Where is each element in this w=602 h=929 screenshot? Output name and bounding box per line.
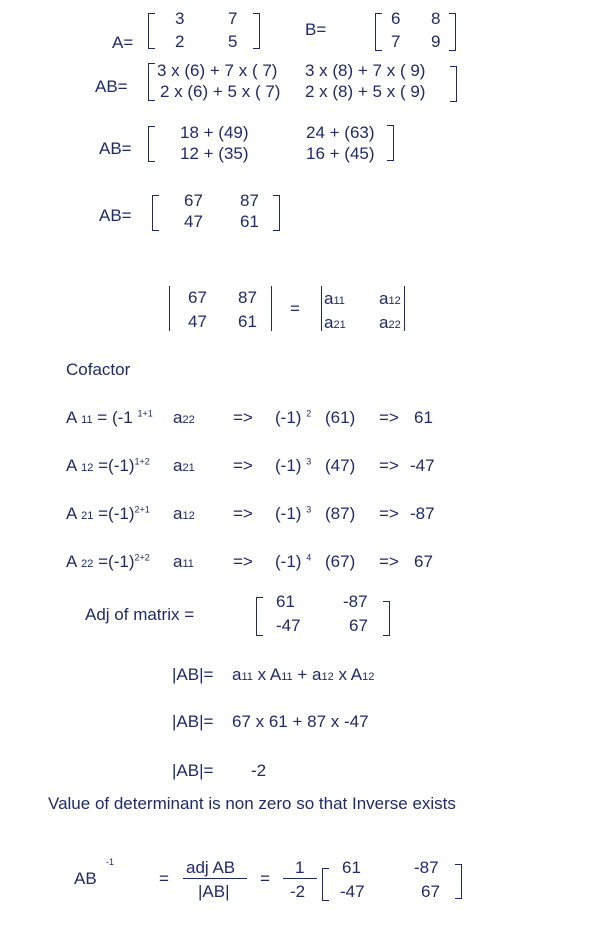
cofactor-sign: (-1) $^2$ (275, 408, 312, 427)
cofactor-arrow: => (233, 456, 253, 475)
inverse-cell: 61 (342, 858, 361, 877)
cofactor-value: (61) (325, 408, 356, 427)
matrix-b-label: B= (305, 20, 327, 39)
cofactor-value: (67) (325, 552, 356, 571)
fraction-numerator: adj AB (186, 858, 236, 877)
product-partial-cell: 18 + (49) (180, 123, 249, 142)
cofactor-arrow: => (379, 456, 399, 475)
determinant-cell: 67 (188, 288, 207, 307)
cofactor-sign: (-1) $^3$ (275, 504, 312, 523)
adjoint-cell: -47 (276, 616, 301, 635)
product-expanded-left-bracket (148, 63, 155, 101)
det-step-expression: 67 x 61 + 87 x -47 (232, 712, 369, 731)
product-result-cell: 67 (184, 191, 203, 210)
det-step-label: |AB|= (172, 665, 214, 684)
determinant-cell: 87 (238, 288, 257, 307)
fraction-denominator: |AB| (198, 882, 230, 901)
cofactor-row: A $12 =(-1)^{1+2}$ (66, 456, 150, 475)
product-expanded-cell: 3 x (6) + 7 x ( 7) (157, 61, 278, 80)
product-expanded-right-bracket (450, 66, 457, 102)
product-result-label: AB= (99, 206, 132, 225)
det-step-result: -2 (251, 761, 267, 780)
matrix-b-right-bracket (449, 13, 456, 51)
det-step-formula: a11 x A11 + a12 x A12 (232, 665, 375, 684)
inverse-base: AB (74, 869, 97, 888)
matrix-a-label: A= (112, 33, 134, 52)
matrix-b-cell: 8 (431, 9, 441, 28)
inverse-right-bracket (455, 864, 462, 899)
symbolic-right-bar (404, 286, 405, 331)
cofactor-row: A $21 =(-1)^{2+1}$ (66, 504, 150, 523)
product-expanded-cell: 2 x (8) + 5 x ( 9) (305, 82, 426, 101)
adjoint-label: Adj of matrix = (85, 605, 195, 624)
scalar-fraction-line (283, 878, 317, 879)
determinant-right-bar (271, 286, 272, 331)
product-result-right-bracket (273, 195, 280, 231)
product-partial-label: AB= (99, 139, 132, 158)
product-result-cell: 47 (184, 212, 203, 231)
symbolic-entry: a11 (324, 289, 345, 308)
cofactor-result: -47 (410, 456, 435, 475)
cofactor-value: (47) (325, 456, 356, 475)
adjoint-cell: 67 (349, 616, 368, 635)
product-result-cell: 61 (240, 212, 259, 231)
matrix-b-cell: 9 (431, 32, 441, 51)
adjoint-cell: -87 (343, 592, 368, 611)
product-partial-cell: 24 + (63) (306, 123, 375, 142)
product-partial-cell: 12 + (35) (180, 144, 249, 163)
product-partial-right-bracket (387, 125, 394, 161)
cofactor-arrow: => (379, 408, 399, 427)
adjoint-right-bracket (383, 601, 390, 636)
matrix-b-cell: 6 (391, 9, 401, 28)
symbolic-left-bar (321, 286, 322, 331)
product-partial-left-bracket (148, 126, 155, 162)
matrix-a-cell: 3 (175, 9, 185, 28)
symbolic-entry: a22 (379, 313, 401, 332)
scalar-denominator: -2 (290, 882, 306, 901)
cofactor-result: 67 (414, 552, 433, 571)
inverse-cell: -47 (340, 882, 365, 901)
product-result-left-bracket (152, 195, 159, 231)
cofactor-arrow: => (379, 504, 399, 523)
cofactor-minor-symbol: a12 (173, 504, 195, 523)
cofactor-minor-symbol: a21 (173, 456, 195, 475)
cofactor-row: A $22 =(-1)^{2+2}$ (66, 552, 150, 571)
cofactor-minor-symbol: a11 (173, 552, 194, 571)
cofactor-result: -87 (410, 504, 435, 523)
cofactor-heading: Cofactor (66, 360, 131, 379)
determinant-left-bar (169, 286, 170, 331)
det-step-label: |AB|= (172, 712, 214, 731)
cofactor-result: 61 (414, 408, 433, 427)
inverse-power: -1 (106, 857, 115, 867)
cofactor-arrow: => (233, 552, 253, 571)
inverse-left-bracket (322, 868, 329, 901)
cofactor-arrow: => (379, 552, 399, 571)
matrix-a-cell: 5 (228, 32, 238, 51)
symbolic-entry: a12 (379, 289, 401, 308)
inverse-cell: -87 (414, 858, 439, 877)
cofactor-arrow: => (233, 408, 253, 427)
inverse-equals: = (260, 869, 270, 888)
conclusion-text: Value of determinant is non zero so that Inverse exists (48, 794, 456, 813)
adjoint-cell: 61 (276, 592, 295, 611)
matrix-b-left-bracket (375, 13, 382, 51)
matrix-a-right-bracket (253, 13, 260, 49)
matrix-a-cell: 2 (175, 32, 185, 51)
fraction-line (183, 878, 247, 879)
product-expanded-label: AB= (95, 77, 128, 96)
cofactor-minor-symbol: a22 (173, 408, 195, 427)
cofactor-value: (87) (325, 504, 356, 523)
cofactor-arrow: => (233, 504, 253, 523)
det-step-label: |AB|= (172, 761, 214, 780)
inverse-cell: 67 (421, 882, 440, 901)
product-expanded-cell: 3 x (8) + 7 x ( 9) (305, 61, 426, 80)
matrix-a-left-bracket (148, 13, 155, 49)
product-expanded-cell: 2 x (6) + 5 x ( 7) (160, 82, 281, 101)
product-result-cell: 87 (240, 191, 259, 210)
determinant-cell: 47 (188, 312, 207, 331)
cofactor-row: A 11 = (-1 $^{1+1}$ (66, 408, 153, 427)
determinant-equals: = (290, 299, 300, 318)
matrix-b-cell: 7 (391, 32, 401, 51)
cofactor-sign: (-1) $^4$ (275, 552, 312, 571)
scalar-numerator: 1 (295, 858, 305, 877)
product-partial-cell: 16 + (45) (306, 144, 375, 163)
determinant-cell: 61 (238, 312, 257, 331)
cofactor-sign: (-1) $^3$ (275, 456, 312, 475)
matrix-a-cell: 7 (228, 9, 238, 28)
adjoint-left-bracket (256, 597, 263, 636)
symbolic-entry: a21 (324, 313, 346, 332)
inverse-equals: = (159, 869, 169, 888)
